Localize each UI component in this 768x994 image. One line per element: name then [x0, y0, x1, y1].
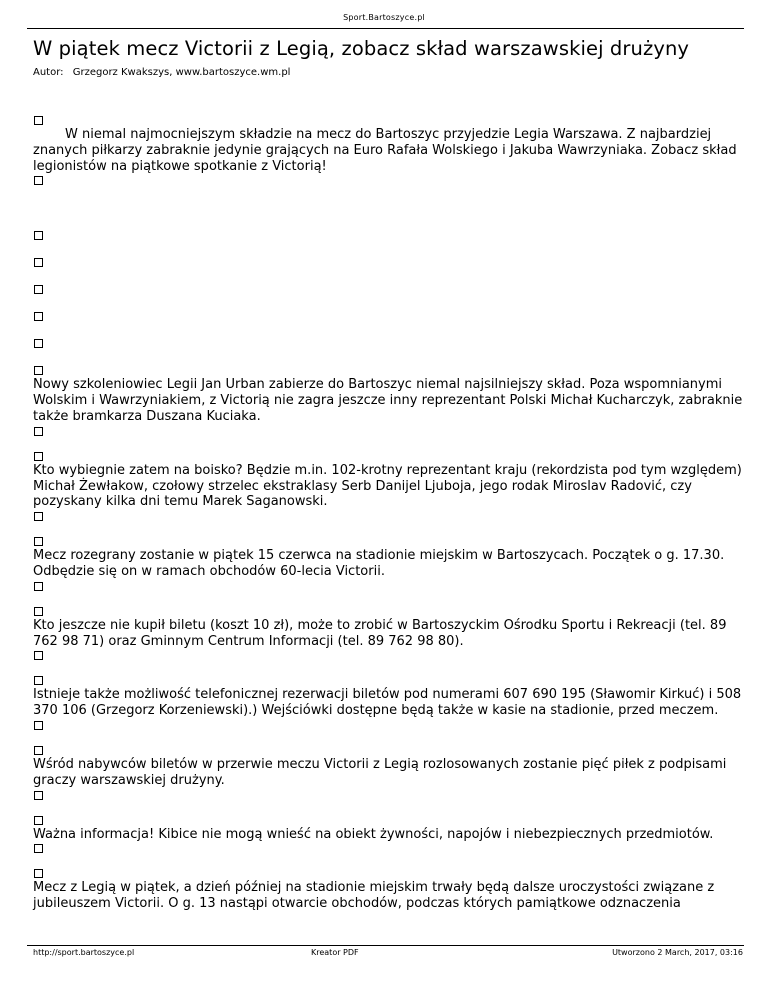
image-placeholder-icon [34, 676, 43, 685]
image-placeholder-icon [34, 816, 43, 825]
footer-url: http://sport.bartoszyce.pl [33, 948, 135, 957]
paragraph: Ważna informacja! Kibice nie mogą wnieść na obiekt żywności, napojów i niebezpiecznych przedmiotów. [33, 826, 714, 842]
image-placeholder-icon [34, 116, 43, 125]
image-placeholder-icon [34, 285, 43, 294]
footer-created: Utworzono 2 March, 2017, 03:16 [612, 948, 743, 957]
header-rule [27, 28, 744, 29]
paragraph: Wśród nabywców biletów w przerwie meczu Victorii z Legią rozlosowanych zostanie pięć piłek z podpisami graczy warszawskiej drużyny. [33, 756, 727, 788]
image-placeholder-icon [34, 339, 43, 348]
image-placeholder-icon [34, 452, 43, 461]
author-line [33, 67, 290, 78]
footer-rule [27, 945, 744, 946]
image-placeholder-icon [34, 746, 43, 755]
paragraph: Kto jeszcze nie kupił biletu (koszt 10 zł), może to zrobić w Bartoszyckim Ośrodku Sportu i Rekreacji (tel. 89 762 98 71) oraz Gminnym Centrum Informacji (tel. 89 762 98 80). [33, 617, 727, 649]
image-placeholder-icon [34, 607, 43, 616]
image-placeholder-icon [34, 537, 43, 546]
paragraph: W niemal najmocniejszym składzie na mecz do Bartoszyc przyjedzie Legia Warszawa. Z najbardziej znanych piłkarzy zabraknie jedynie grających na Euro Rafała Wolskiego i Jakuba Wawrzyniaka. Zobacz skład legionistów na piątkowe spotkanie z Victorią! [33, 127, 737, 174]
article-body [33, 116, 743, 912]
image-placeholder-icon [34, 869, 43, 878]
image-placeholder-icon [34, 427, 43, 436]
paragraph: Nowy szkoleniowiec Legii Jan Urban zabierze do Bartoszyc niemal najsilniejszy skład. Poza wspomnianymi Wolskim i Wawrzyniakiem, z Victorią nie zagra jeszcze inny reprezentant Polski Michał Kucharczyk, zabraknie także bramkarza Duszana Kuciaka. [33, 377, 743, 424]
paragraph: Mecz rozegrany zostanie w piątek 15 czerwca na stadionie miejskim w Bartoszycach. Początek o g. 17.30. Odbędzie się on w ramach obchodów 60-lecia Victorii. [33, 548, 725, 579]
image-placeholder-icon [34, 844, 43, 853]
author-label: Autor: [33, 67, 64, 78]
image-placeholder-icon [34, 721, 43, 730]
image-placeholder-icon [34, 651, 43, 660]
article-title: W piątek mecz Victorii z Legią, zobacz skład warszawskiej drużyny [33, 37, 690, 60]
paragraph: Mecz z Legią w piątek, a dzień później na stadionie miejskim trwały będą dalsze uroczystości związane z jubileuszem Victorii. O g. 13 nastąpi otwarcie obchodów, podczas których pamiątkowe odznaczenia [33, 880, 715, 912]
image-placeholder-icon [34, 582, 43, 591]
image-placeholder-icon [34, 258, 43, 267]
footer-generator: Kreator PDF [311, 948, 359, 957]
paragraph: Kto wybiegnie zatem na boisko? Będzie m.in. 102-krotny reprezentant kraju (rekordzista pod tym względem) Michał Żewłakow, czołowy strzelec ekstraklasy Serb Danijel Ljuboja, jego rodak Miroslav Radović, czy pozyskany kilka dni temu Marek Saganowski. [33, 462, 742, 510]
image-placeholder-icon [34, 176, 43, 185]
image-placeholder-icon [34, 231, 43, 240]
image-placeholder-icon [34, 791, 43, 800]
author-value: Grzegorz Kwakszys, www.bartoszyce.wm.pl [72, 67, 291, 78]
image-placeholder-icon [34, 312, 43, 321]
image-placeholder-icon [34, 366, 43, 375]
paragraph: Istnieje także możliwość telefonicznej rezerwacji biletów pod numerami 607 690 195 (Sławomir Kirkuć) i 508 370 106 (Grzegorz Korzeniewski).) Wejściówki dostępne będą także w kasie na stadionie, przed meczem. [33, 687, 742, 719]
image-placeholder-icon [34, 512, 43, 521]
site-header: Sport.Bartoszyce.pl [343, 13, 425, 22]
